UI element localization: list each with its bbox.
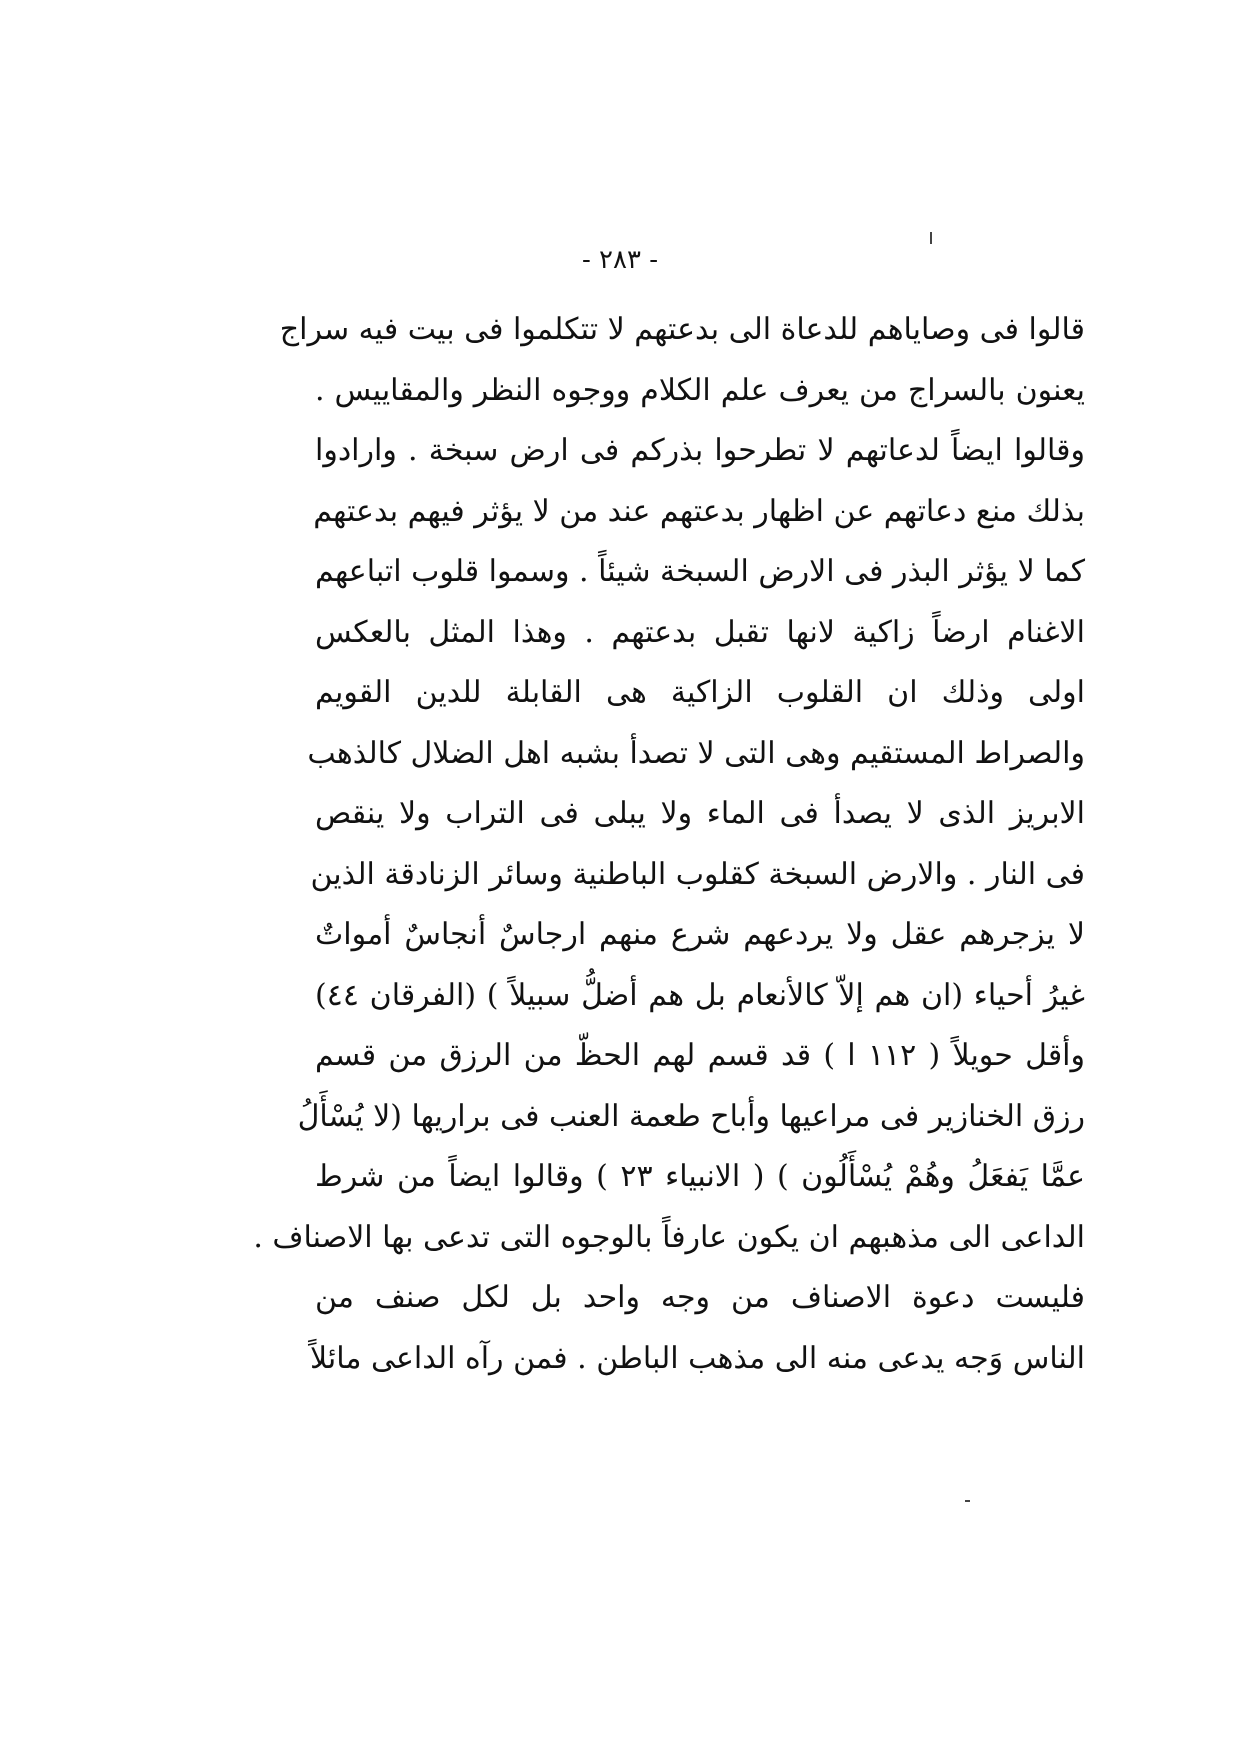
text-line: الابريز الذى لا يصدأ فى الماء ولا يبلى فى التراب ولا ينقص (315, 796, 1085, 831)
body-text (253, 300, 1086, 1389)
text-line: لا يزجرهم عقل ولا يردعهم شرع منهم ارجاسٌ أنجاسٌ أمواتٌ (315, 917, 1085, 952)
text-line: وقالوا ايضاً لدعاتهم لا تطرحوا بذركم فى ارض سبخة . وارادوا (315, 433, 1085, 468)
text-line: عمَّا يَفعَلُ وهُمْ يُسْأَلُون ) ( الانبياء ٢٣ ) وقالوا ايضاً من شرط (315, 1159, 1085, 1194)
text-line: فى النار . والارض السبخة كقلوب الباطنية وسائر الزنادقة الذين (310, 856, 1085, 892)
text-line: كما لا يؤثر البذر فى الارض السبخة شيئاً . وسموا قلوب اتباعهم (315, 554, 1085, 589)
scan-speck (930, 232, 932, 244)
text-line: الاغنام ارضاً زاكية لانها تقبل بدعتهم . وهذا المثل بالعكس (315, 614, 1085, 650)
text-line: فليست دعوة الاصناف من وجه واحد بل لكل صنف من (315, 1280, 1085, 1315)
text-line: الناس وَجه يدعى منه الى مذهب الباطن . فمن رآه الداعى مائلاً (310, 1340, 1085, 1376)
text-line: وأقل حويلاً ( ١١٢ ا ) قد قسم لهم الحظّ من الرزق من قسم (315, 1038, 1086, 1073)
text-line: غيرُ أحياء (ان هم إلاّ كالأنعام بل هم أضلُّ سبيلاً ) (الفرقان ٤٤) (315, 977, 1085, 1013)
text-line: بذلك منع دعاتهم عن اظهار بدعتهم عند من لا يؤثر فيهم بدعتهم (313, 493, 1085, 529)
text-line: رزق الخنازير فى مراعيها وأباح طعمة العنب فى براريها (لا يُسْأَلُ (297, 1098, 1085, 1134)
text-line: والصراط المستقيم وهى التى لا تصدأ بشبه اهل الضلال كالذهب (307, 735, 1085, 771)
text-line: اولى وذلك ان القلوب الزاكية هى القابلة للدين القويم (315, 675, 1085, 710)
text-line: الداعى الى مذهبهم ان يكون عارفاً بالوجوه التى تدعى بها الاصناف . (253, 1219, 1085, 1255)
page-number: - ٢٨٣ - (581, 245, 659, 275)
text-line: قالوا فى وصاياهم للدعاة الى بدعتهم لا تتكلموا فى بيت فيه سراج (279, 312, 1085, 347)
text-line: يعنون بالسراج من يعرف علم الكلام ووجوه النظر والمقاييس . (315, 372, 1085, 408)
scan-speck (965, 1500, 970, 1502)
